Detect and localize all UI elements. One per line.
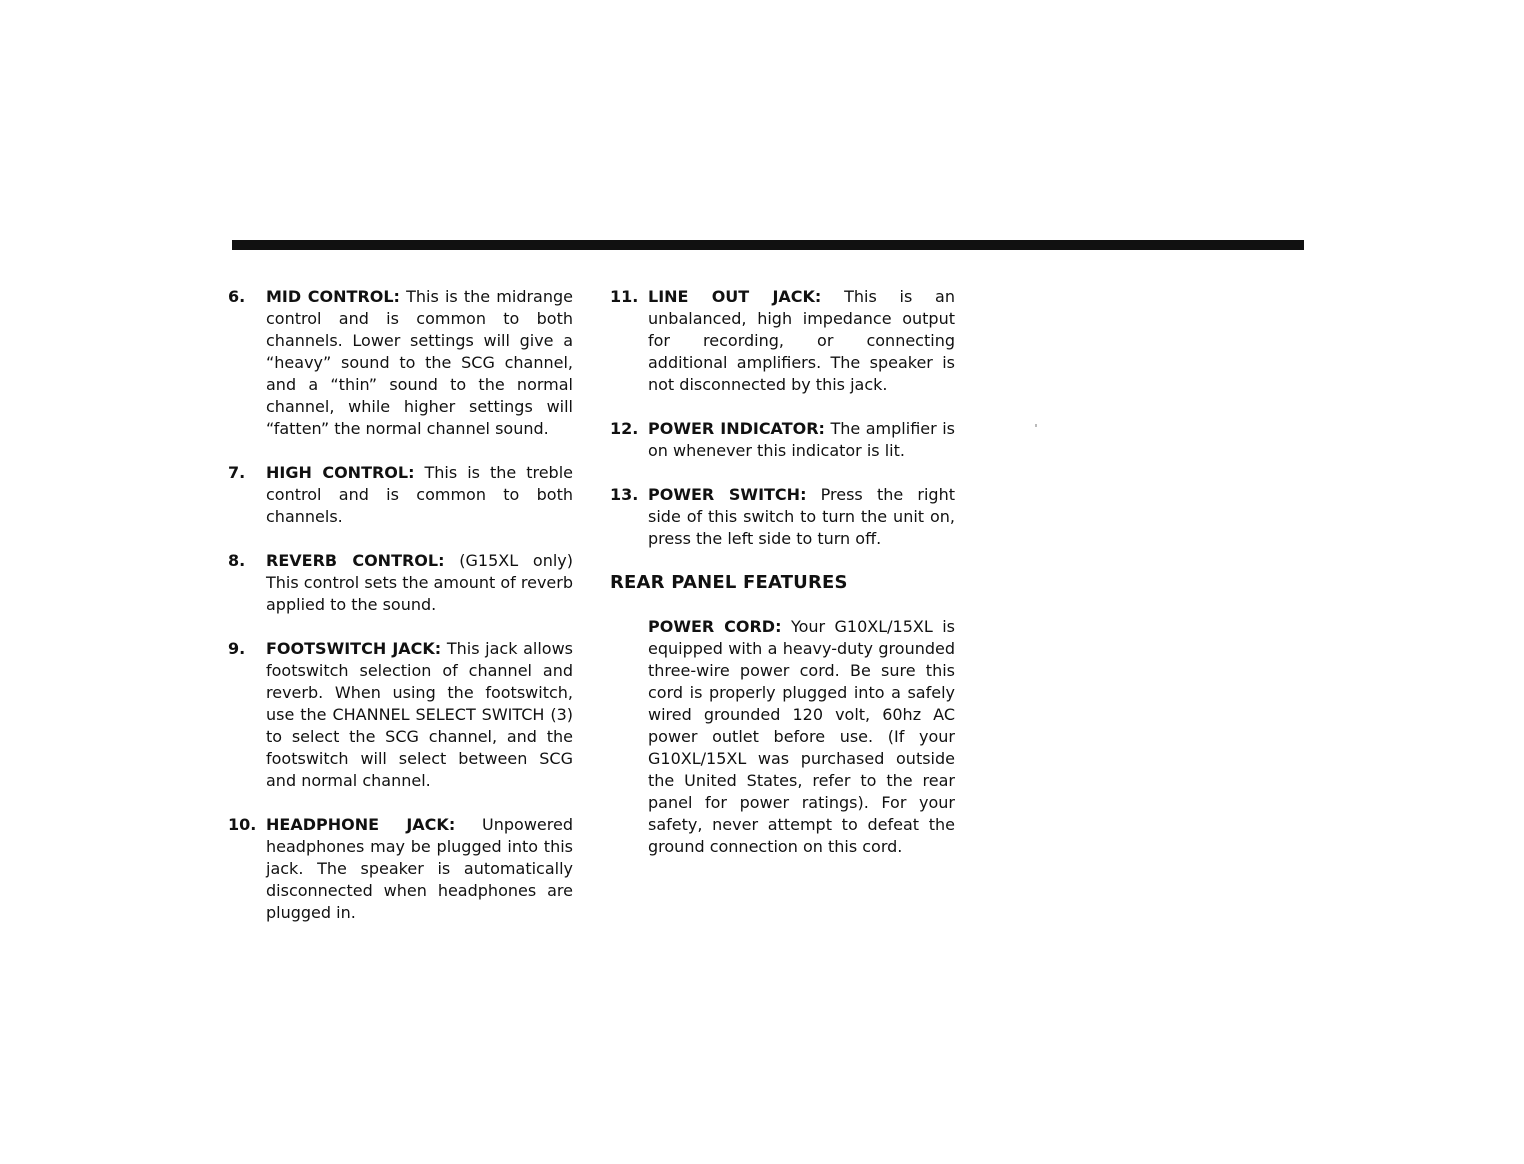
item-text: This jack allows footswitch selection of channel and reverb. When using the footswitch, use the CHANNEL SELECT SWITCH (3) to select the SCG channel, and the footswitch will select between SCG and normal channel. xyxy=(266,639,573,790)
item-term: MID CONTROL: xyxy=(266,287,400,306)
item-body xyxy=(266,286,573,440)
item-number: 7. xyxy=(228,463,246,482)
item-term: POWER SWITCH: xyxy=(648,485,807,504)
item-number: 6. xyxy=(228,287,246,306)
item-text: Press the right side of this switch to turn the unit on, press the left side to turn off. xyxy=(648,485,955,548)
item-text: The amplifier is on whenever this indicator is lit. xyxy=(648,419,955,460)
item-term: HIGH CONTROL: xyxy=(266,463,415,482)
item-number: 9. xyxy=(228,639,246,658)
item-power-indicator xyxy=(610,418,955,462)
item-body xyxy=(648,418,955,462)
item-term: LINE OUT JACK: xyxy=(648,287,822,306)
item-number: 12. xyxy=(610,419,639,438)
item-term: POWER CORD: xyxy=(648,617,782,636)
item-line-out-jack xyxy=(610,286,955,396)
item-footswitch-jack xyxy=(228,638,573,792)
right-column xyxy=(610,286,955,858)
item-headphone-jack xyxy=(228,814,573,924)
item-number: 10. xyxy=(228,815,257,834)
item-power-cord xyxy=(648,616,955,858)
item-mid-control xyxy=(228,286,573,440)
item-high-control xyxy=(228,462,573,528)
item-power-switch xyxy=(610,484,955,550)
item-term: POWER INDICATOR: xyxy=(648,419,825,438)
item-reverb-control xyxy=(228,550,573,616)
item-term: REVERB CONTROL: xyxy=(266,551,445,570)
item-text: (G15XL only) This control sets the amount of reverb applied to the sound. xyxy=(266,551,574,614)
item-text: Your G10XL/15XL is equipped with a heavy-duty grounded three-wire power cord. Be sure this cord is properly plugged into a safely wired grounded 120 volt, 60hz AC power outlet before use. (If your G10XL/15XL was purchased outside the United States, refer to the rear panel for power ratings). For your safety, never attempt to defeat the ground connection on this cord. xyxy=(648,617,955,856)
stray-mark xyxy=(1035,424,1037,427)
item-body xyxy=(648,484,955,550)
item-term: FOOTSWITCH JACK: xyxy=(266,639,442,658)
item-number: 13. xyxy=(610,485,639,504)
item-body xyxy=(648,286,955,396)
item-body xyxy=(266,462,573,528)
item-text: This is the midrange control and is common to both channels. Lower settings will give a “heavy” sound to the SCG channel, and a “thin” sound to the normal channel, while higher settings will “fatten” the normal channel sound. xyxy=(266,287,573,438)
section-heading-rear-panel: REAR PANEL FEATURES xyxy=(610,572,848,593)
item-body xyxy=(266,550,573,616)
item-number: 8. xyxy=(228,551,246,570)
item-body xyxy=(266,638,573,792)
item-text: This is the treble control and is common to both channels. xyxy=(266,463,574,526)
item-term: HEADPHONE JACK: xyxy=(266,815,456,834)
left-column xyxy=(228,286,573,946)
item-number: 11. xyxy=(610,287,639,306)
item-body xyxy=(266,814,573,924)
top-rule xyxy=(232,240,1304,250)
item-text: This is an unbalanced, high impedance output for recording, or connecting additional amplifiers. The speaker is not disconnected by this jack. xyxy=(648,287,955,394)
item-text: Unpowered headphones may be plugged into this jack. The speaker is automatically disconnected when headphones are plugged in. xyxy=(266,815,573,922)
